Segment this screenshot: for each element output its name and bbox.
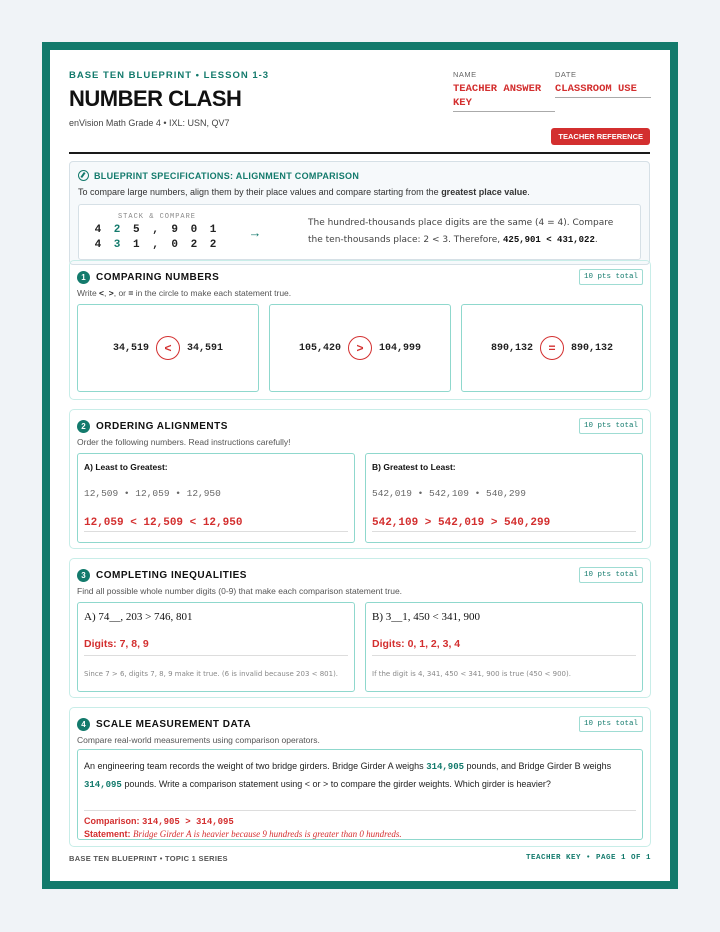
section-number: 4 <box>77 718 90 731</box>
answer-line[interactable]: 12,059 < 12,509 < 12,950 <box>84 517 348 532</box>
blueprint-spec-panel <box>69 161 650 265</box>
spec-explanation: The hundred-thousands place digits are the same (4 = 4). Compare the ten-thousands place: 2 < 3. Therefore, 425,901 < 431,022. <box>308 218 614 245</box>
digits-answer[interactable]: Digits: 7, 8, 9 <box>84 638 348 656</box>
spec-title: BLUEPRINT SPECIFICATIONS: ALIGNMENT COMPARISON <box>94 170 360 181</box>
section-number: 3 <box>77 569 90 582</box>
inequality-prompt: A) 74__, 203 > 746, 801 <box>84 611 193 623</box>
answer-note: If the digit is 4, 341, 450 < 341, 900 is true (450 < 900). <box>372 670 571 678</box>
footer-series: BASE TEN BLUEPRINT • TOPIC 1 SERIES <box>69 854 228 863</box>
section-title: SCALE MEASUREMENT DATA <box>96 718 252 730</box>
number-list: 542,019 • 542,109 • 540,299 <box>372 488 526 499</box>
section-title: COMPLETING INEQUALITIES <box>96 569 247 581</box>
answer-note: Since 7 > 6, digits 7, 8, 9 make it true. (6 is invalid because 203 < 801). <box>84 670 339 678</box>
teacher-reference-badge: TEACHER REFERENCE <box>551 128 650 145</box>
spec-text: To compare large numbers, align them by their place values and compare starting from the greatest place value. <box>78 187 530 197</box>
section-comparing-numbers <box>69 260 651 400</box>
section-scale-measurement <box>69 707 651 847</box>
name-field[interactable]: TEACHER ANSWER KEY <box>453 83 542 109</box>
stack-line-2: 4 3 1 , 0 2 2 <box>94 239 220 251</box>
section-number: 2 <box>77 420 90 433</box>
comparison-item: 105,420 > 104,999 <box>269 304 451 392</box>
stack-compare-box <box>78 204 641 260</box>
section-instructions: Compare real-world measurements using comparison operators. <box>77 735 320 745</box>
section-title: ORDERING ALIGNMENTS <box>96 420 228 432</box>
page-title: NUMBER CLASH <box>69 86 242 111</box>
footer-page: TEACHER KEY • PAGE 1 OF 1 <box>525 854 651 862</box>
date-label: DATE <box>555 70 577 79</box>
worksheet-frame <box>42 42 678 889</box>
number-list: 12,509 • 12,059 • 12,950 <box>84 488 221 499</box>
digits-answer[interactable]: Digits: 0, 1, 2, 3, 4 <box>372 638 636 656</box>
points-badge: 10 pts total <box>579 269 643 285</box>
points-badge: 10 pts total <box>579 567 643 583</box>
inequality-card-b <box>365 602 643 692</box>
word-problem: An engineering team records the weight of two bridge girders. Bridge Girder A weighs 314,905 pounds, and Bridge Girder B weighs 314,095 pounds. Write a comparison statement using < or > to compare the girder weights. Which girder is heavier? <box>84 761 612 790</box>
header <box>69 70 650 154</box>
ordering-card-b: B) Greatest to Least: 542,019 • 542,109 • 540,299 542,109 > 542,019 > 540,299 <box>365 453 643 543</box>
answer-circle[interactable]: > <box>348 336 372 360</box>
series-label: BASE TEN BLUEPRINT • LESSON 1-3 <box>69 70 270 81</box>
arrow-right-icon: → <box>248 224 262 240</box>
answer-circle[interactable]: < <box>156 336 180 360</box>
worksheet-page <box>50 50 670 881</box>
compass-icon <box>78 170 89 181</box>
meta-fields <box>453 70 651 112</box>
section-ordering-alignments <box>69 409 651 549</box>
comparison-item: 34,519 < 34,591 <box>77 304 259 392</box>
section-instructions: Order the following numbers. Read instructions carefully! <box>77 437 291 447</box>
points-badge: 10 pts total <box>579 418 643 434</box>
section-instructions: Find all possible whole number digits (0-9) that make each comparison statement true. <box>77 586 403 596</box>
ordering-card-a: A) Least to Greatest: 12,509 • 12,059 • 12,950 12,059 < 12,509 < 12,950 <box>77 453 355 543</box>
word-problem-card <box>77 749 643 840</box>
inequality-prompt: B) 3__1, 450 < 341, 900 <box>372 611 480 623</box>
date-field[interactable]: CLASSROOM USE <box>555 82 651 98</box>
section-instructions: Write <, >, or = in the circle to make each statement true. <box>77 288 292 298</box>
section-number: 1 <box>77 271 90 284</box>
stack-line-1: 4 2 5 , 9 0 1 <box>94 224 220 236</box>
page-subtitle: enVision Math Grade 4 • IXL: USN, QV7 <box>69 118 230 128</box>
comparison-item: 890,132 = 890,132 <box>461 304 643 392</box>
inequality-card-a <box>77 602 355 692</box>
stack-label: STACK & COMPARE <box>117 213 196 221</box>
points-badge: 10 pts total <box>579 716 643 732</box>
answer-circle[interactable]: = <box>540 336 564 360</box>
comparison-answer[interactable]: Comparison: 314,905 > 314,095 <box>84 816 234 827</box>
answer-line[interactable]: 542,109 > 542,019 > 540,299 <box>372 517 636 532</box>
statement-answer[interactable]: Statement: Bridge Girder A is heavier because 9 hundreds is greater than 0 hundreds. <box>84 829 402 839</box>
name-label: NAME <box>453 70 477 79</box>
footer <box>69 854 651 863</box>
stack-compare <box>79 213 235 251</box>
section-completing-inequalities <box>69 558 651 698</box>
section-title: COMPARING NUMBERS <box>96 271 220 283</box>
